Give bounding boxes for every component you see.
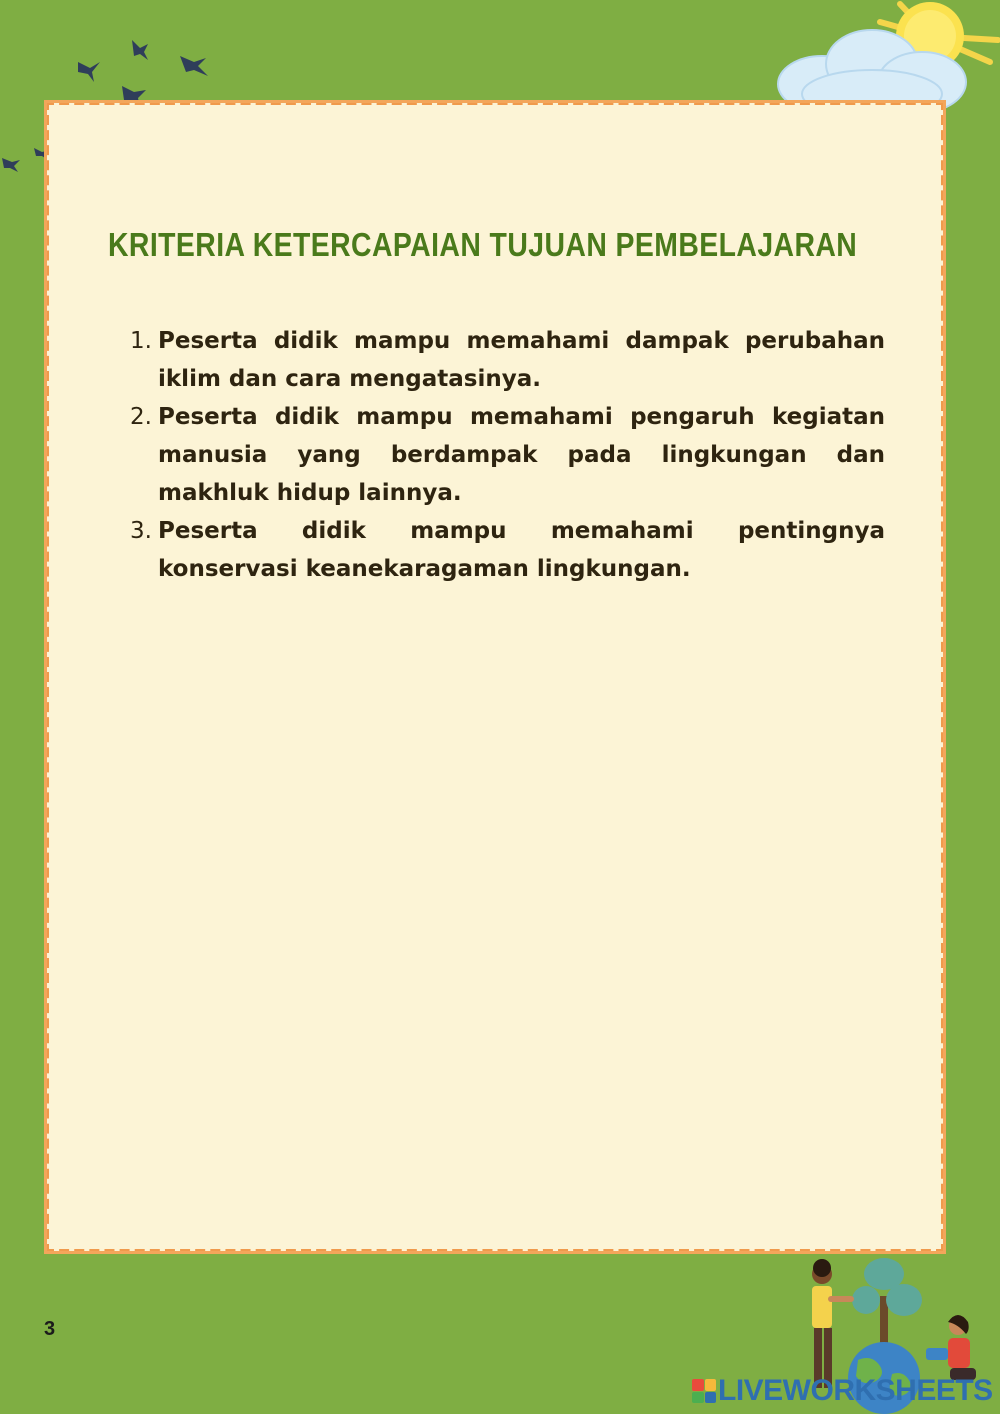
list-item — [130, 398, 885, 512]
list-item-number: 1. — [130, 328, 152, 354]
list-item-text: Peserta didik mampu memahami pentingnya konservasi keanekaragaman lingkungan. — [158, 518, 885, 582]
worksheet-paper — [44, 100, 946, 1254]
page-number: 3 — [44, 1318, 56, 1340]
list-item-number: 2. — [130, 404, 152, 430]
criteria-list — [130, 322, 885, 588]
list-item — [130, 512, 885, 588]
list-item-text: Peserta didik mampu memahami dampak perubahan iklim dan cara mengatasinya. — [158, 328, 885, 392]
liveworksheets-logo — [692, 1379, 716, 1403]
page-title: KRITERIA KETERCAPAIAN TUJUAN PEMBELAJARAN — [108, 226, 858, 263]
list-item — [130, 322, 885, 398]
list-item-number: 3. — [130, 518, 152, 544]
list-item-text: Peserta didik mampu memahami pengaruh kegiatan manusia yang berdampak pada lingkungan dan makhluk hidup lainnya. — [158, 404, 885, 506]
watermark: LIVEWORKSHEETS — [718, 1374, 993, 1407]
